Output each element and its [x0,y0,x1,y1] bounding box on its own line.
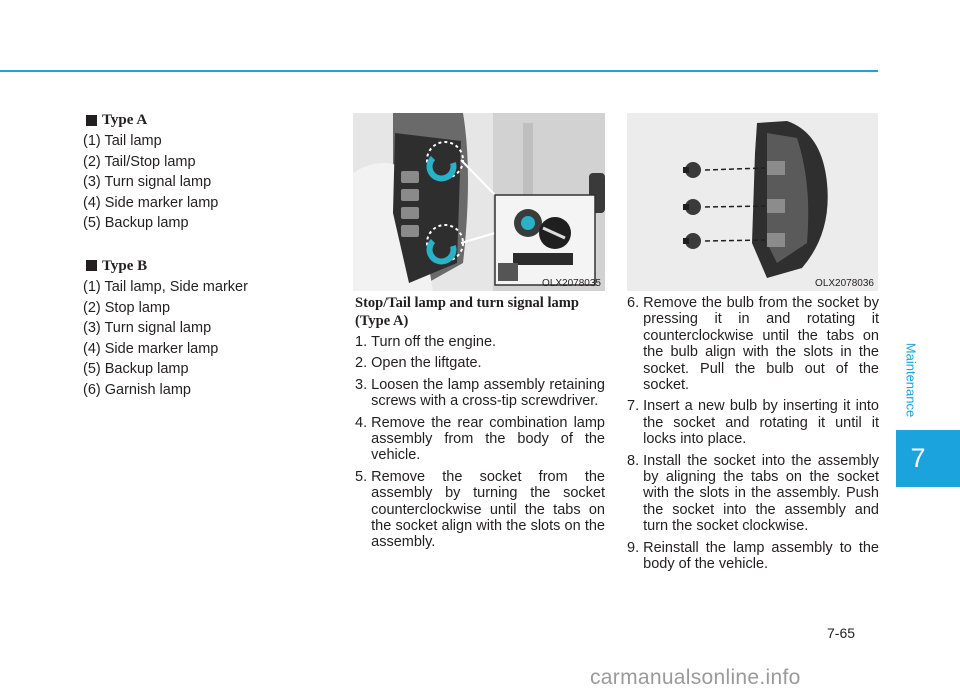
list-item: (5) Backup lamp [83,361,189,378]
list-item: (6) Garnish lamp [83,381,191,398]
procedure-column-right [627,295,879,578]
figure-lamp-screws [353,113,605,291]
list-item: (1) Tail lamp, Side marker [83,278,248,295]
step-item: 1. Turn off the engine. [355,334,497,350]
square-bullet-icon [86,115,97,126]
section-heading: Stop/Tail lamp and turn signal lamp (Type A) [355,295,579,329]
lamp-socket-illustration [627,113,878,291]
procedure-column-left [355,294,605,556]
chapter-side-label: Maintenance [903,342,919,418]
list-item: (3) Turn signal lamp [83,320,212,337]
step-item: 8. Install the socket into the assembly by aligning the tabs on the socket with the slots in the assembly. Push the socket into the assembly and turn the socket clockwise. [627,452,879,535]
chapter-tab: 7 [896,430,960,487]
figure-code: OLX2078035 [542,278,601,289]
figure-code: OLX2078036 [815,278,874,289]
step-item: 2. Open the liftgate. [355,355,482,372]
step-item: 7. Insert a new bulb by inserting it into the socket and rotating it until it locks into place. [627,398,879,448]
list-item: (4) Side marker lamp [83,340,219,357]
list-item: (4) Side marker lamp [83,194,219,211]
step-item: 5. Remove the socket from the assembly by turning the socket counterclockwise until the tabs on the socket align with the slots on the assembly. [355,468,605,551]
list-item: (2) Tail/Stop lamp [83,153,196,170]
step-item: 4. Remove the rear combination lamp assembly from the body of the vehicle. [355,414,605,464]
lamp-screws-illustration [353,113,605,291]
lamp-list-column [83,110,323,401]
square-bullet-icon [86,260,97,271]
step-item: 3. Loosen the lamp assembly retaining screws with a cross-tip screwdriver. [355,376,605,410]
figure-lamp-sockets [627,113,878,291]
list-item: (1) Tail lamp [83,133,162,149]
step-item: 9. Reinstall the lamp assembly to the body of the vehicle. [627,539,879,573]
list-item: (3) Turn signal lamp [83,174,212,191]
step-item: 6. Remove the bulb from the socket by pressing it in and rotating it counterclockwise until the tabs on the bulb align with the slots in the socket. Pull the bulb out of the socket. [627,295,879,394]
list-item: (5) Backup lamp [83,215,189,232]
page-number: 7-65 [827,625,856,641]
header-rule [0,70,878,72]
list-item: (2) Stop lamp [83,299,171,316]
type-b-heading: Type B [86,256,323,276]
watermark: carmanualsonline.info [590,666,801,689]
type-a-heading: Type A [86,110,323,130]
